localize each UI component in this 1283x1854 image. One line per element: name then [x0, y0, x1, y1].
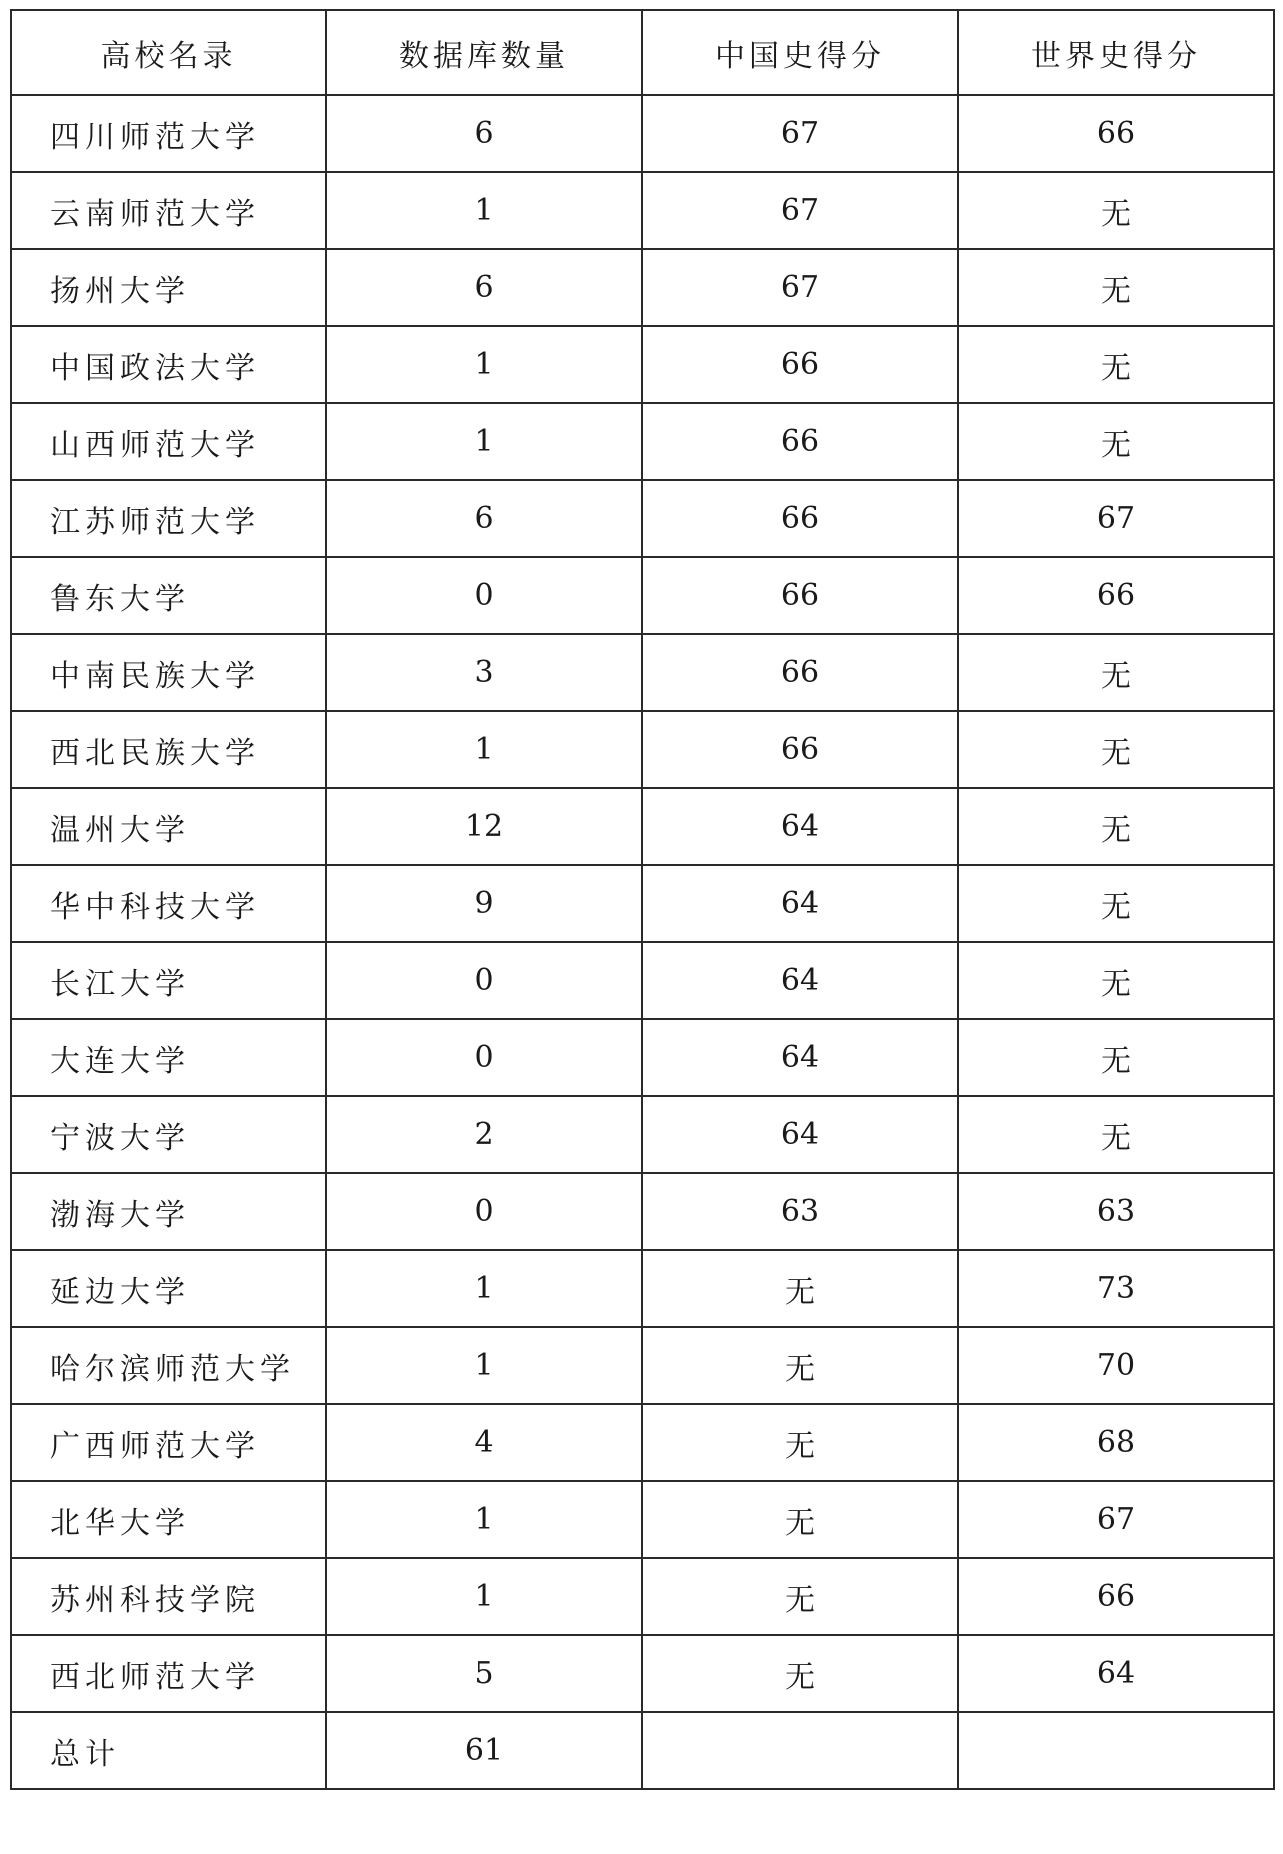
chinese-history-score-cell: 66 — [642, 480, 958, 557]
chinese-history-score-cell: 无 — [642, 1404, 958, 1481]
table-row — [11, 172, 1274, 249]
chinese-history-score-cell: 无 — [642, 1250, 958, 1327]
table-body — [11, 95, 1274, 1789]
database-count-cell: 0 — [326, 942, 642, 1019]
table-row — [11, 1558, 1274, 1635]
world-history-score-cell: 无 — [958, 788, 1274, 865]
database-count-cell: 6 — [326, 249, 642, 326]
table-row — [11, 942, 1274, 1019]
database-count-cell: 1 — [326, 1327, 642, 1404]
table-row — [11, 711, 1274, 788]
university-name-cell: 温州大学 — [11, 788, 326, 865]
chinese-history-score-cell: 66 — [642, 711, 958, 788]
table-row — [11, 326, 1274, 403]
database-count-cell: 1 — [326, 172, 642, 249]
world-history-score-cell: 无 — [958, 326, 1274, 403]
table-row — [11, 1481, 1274, 1558]
university-name-cell: 北华大学 — [11, 1481, 326, 1558]
database-count-cell: 2 — [326, 1096, 642, 1173]
world-history-score-cell: 66 — [958, 557, 1274, 634]
university-name-cell: 苏州科技学院 — [11, 1558, 326, 1635]
university-name-cell: 哈尔滨师范大学 — [11, 1327, 326, 1404]
database-count-cell: 1 — [326, 1481, 642, 1558]
chinese-history-score-cell: 63 — [642, 1173, 958, 1250]
university-name-cell: 总计 — [11, 1712, 326, 1789]
chinese-history-score-cell: 无 — [642, 1327, 958, 1404]
chinese-history-score-cell: 67 — [642, 95, 958, 172]
university-name-cell: 中南民族大学 — [11, 634, 326, 711]
table-header-row — [11, 10, 1274, 95]
world-history-score-cell: 66 — [958, 95, 1274, 172]
chinese-history-score-cell: 64 — [642, 1096, 958, 1173]
world-history-score-cell: 无 — [958, 1096, 1274, 1173]
table-row — [11, 865, 1274, 942]
chinese-history-score-cell: 66 — [642, 557, 958, 634]
database-count-cell: 61 — [326, 1712, 642, 1789]
header-chinese-history-score: 中国史得分 — [642, 10, 958, 95]
world-history-score-cell: 73 — [958, 1250, 1274, 1327]
university-name-cell: 广西师范大学 — [11, 1404, 326, 1481]
world-history-score-cell: 无 — [958, 711, 1274, 788]
university-name-cell: 西北民族大学 — [11, 711, 326, 788]
chinese-history-score-cell: 无 — [642, 1558, 958, 1635]
table-row — [11, 1250, 1274, 1327]
world-history-score-cell: 68 — [958, 1404, 1274, 1481]
world-history-score-cell: 无 — [958, 403, 1274, 480]
database-count-cell: 5 — [326, 1635, 642, 1712]
table-row — [11, 1019, 1274, 1096]
world-history-score-cell: 63 — [958, 1173, 1274, 1250]
database-count-cell: 0 — [326, 1019, 642, 1096]
database-count-cell: 1 — [326, 326, 642, 403]
university-name-cell: 云南师范大学 — [11, 172, 326, 249]
chinese-history-score-cell — [642, 1712, 958, 1789]
world-history-score-cell — [958, 1712, 1274, 1789]
chinese-history-score-cell: 64 — [642, 788, 958, 865]
university-name-cell: 延边大学 — [11, 1250, 326, 1327]
university-database-table-container — [10, 9, 1273, 1790]
university-name-cell: 江苏师范大学 — [11, 480, 326, 557]
table-row — [11, 1096, 1274, 1173]
university-name-cell: 长江大学 — [11, 942, 326, 1019]
table-row — [11, 1404, 1274, 1481]
chinese-history-score-cell: 无 — [642, 1635, 958, 1712]
header-world-history-score: 世界史得分 — [958, 10, 1274, 95]
table-row — [11, 634, 1274, 711]
world-history-score-cell: 67 — [958, 480, 1274, 557]
database-count-cell: 1 — [326, 403, 642, 480]
database-count-cell: 4 — [326, 1404, 642, 1481]
world-history-score-cell: 70 — [958, 1327, 1274, 1404]
university-name-cell: 鲁东大学 — [11, 557, 326, 634]
university-name-cell: 扬州大学 — [11, 249, 326, 326]
university-name-cell: 中国政法大学 — [11, 326, 326, 403]
world-history-score-cell: 无 — [958, 1019, 1274, 1096]
table-row — [11, 249, 1274, 326]
database-count-cell: 6 — [326, 480, 642, 557]
database-count-cell: 12 — [326, 788, 642, 865]
table-row — [11, 1173, 1274, 1250]
total-row — [11, 1712, 1274, 1789]
table-row — [11, 403, 1274, 480]
university-database-table — [10, 9, 1275, 1790]
database-count-cell: 0 — [326, 1173, 642, 1250]
database-count-cell: 1 — [326, 711, 642, 788]
university-name-cell: 大连大学 — [11, 1019, 326, 1096]
world-history-score-cell: 66 — [958, 1558, 1274, 1635]
world-history-score-cell: 67 — [958, 1481, 1274, 1558]
university-name-cell: 山西师范大学 — [11, 403, 326, 480]
chinese-history-score-cell: 66 — [642, 634, 958, 711]
chinese-history-score-cell: 67 — [642, 172, 958, 249]
database-count-cell: 6 — [326, 95, 642, 172]
world-history-score-cell: 无 — [958, 249, 1274, 326]
header-university-list: 高校名录 — [11, 10, 326, 95]
chinese-history-score-cell: 66 — [642, 326, 958, 403]
database-count-cell: 0 — [326, 557, 642, 634]
chinese-history-score-cell: 67 — [642, 249, 958, 326]
database-count-cell: 3 — [326, 634, 642, 711]
chinese-history-score-cell: 64 — [642, 1019, 958, 1096]
university-name-cell: 宁波大学 — [11, 1096, 326, 1173]
university-name-cell: 华中科技大学 — [11, 865, 326, 942]
table-row — [11, 1635, 1274, 1712]
table-row — [11, 1327, 1274, 1404]
world-history-score-cell: 无 — [958, 634, 1274, 711]
world-history-score-cell: 64 — [958, 1635, 1274, 1712]
chinese-history-score-cell: 64 — [642, 865, 958, 942]
table-row — [11, 95, 1274, 172]
chinese-history-score-cell: 无 — [642, 1481, 958, 1558]
database-count-cell: 1 — [326, 1250, 642, 1327]
world-history-score-cell: 无 — [958, 942, 1274, 1019]
chinese-history-score-cell: 64 — [642, 942, 958, 1019]
table-row — [11, 557, 1274, 634]
university-name-cell: 四川师范大学 — [11, 95, 326, 172]
database-count-cell: 1 — [326, 1558, 642, 1635]
university-name-cell: 渤海大学 — [11, 1173, 326, 1250]
header-database-count: 数据库数量 — [326, 10, 642, 95]
database-count-cell: 9 — [326, 865, 642, 942]
table-row — [11, 480, 1274, 557]
world-history-score-cell: 无 — [958, 172, 1274, 249]
chinese-history-score-cell: 66 — [642, 403, 958, 480]
university-name-cell: 西北师范大学 — [11, 1635, 326, 1712]
world-history-score-cell: 无 — [958, 865, 1274, 942]
table-row — [11, 788, 1274, 865]
